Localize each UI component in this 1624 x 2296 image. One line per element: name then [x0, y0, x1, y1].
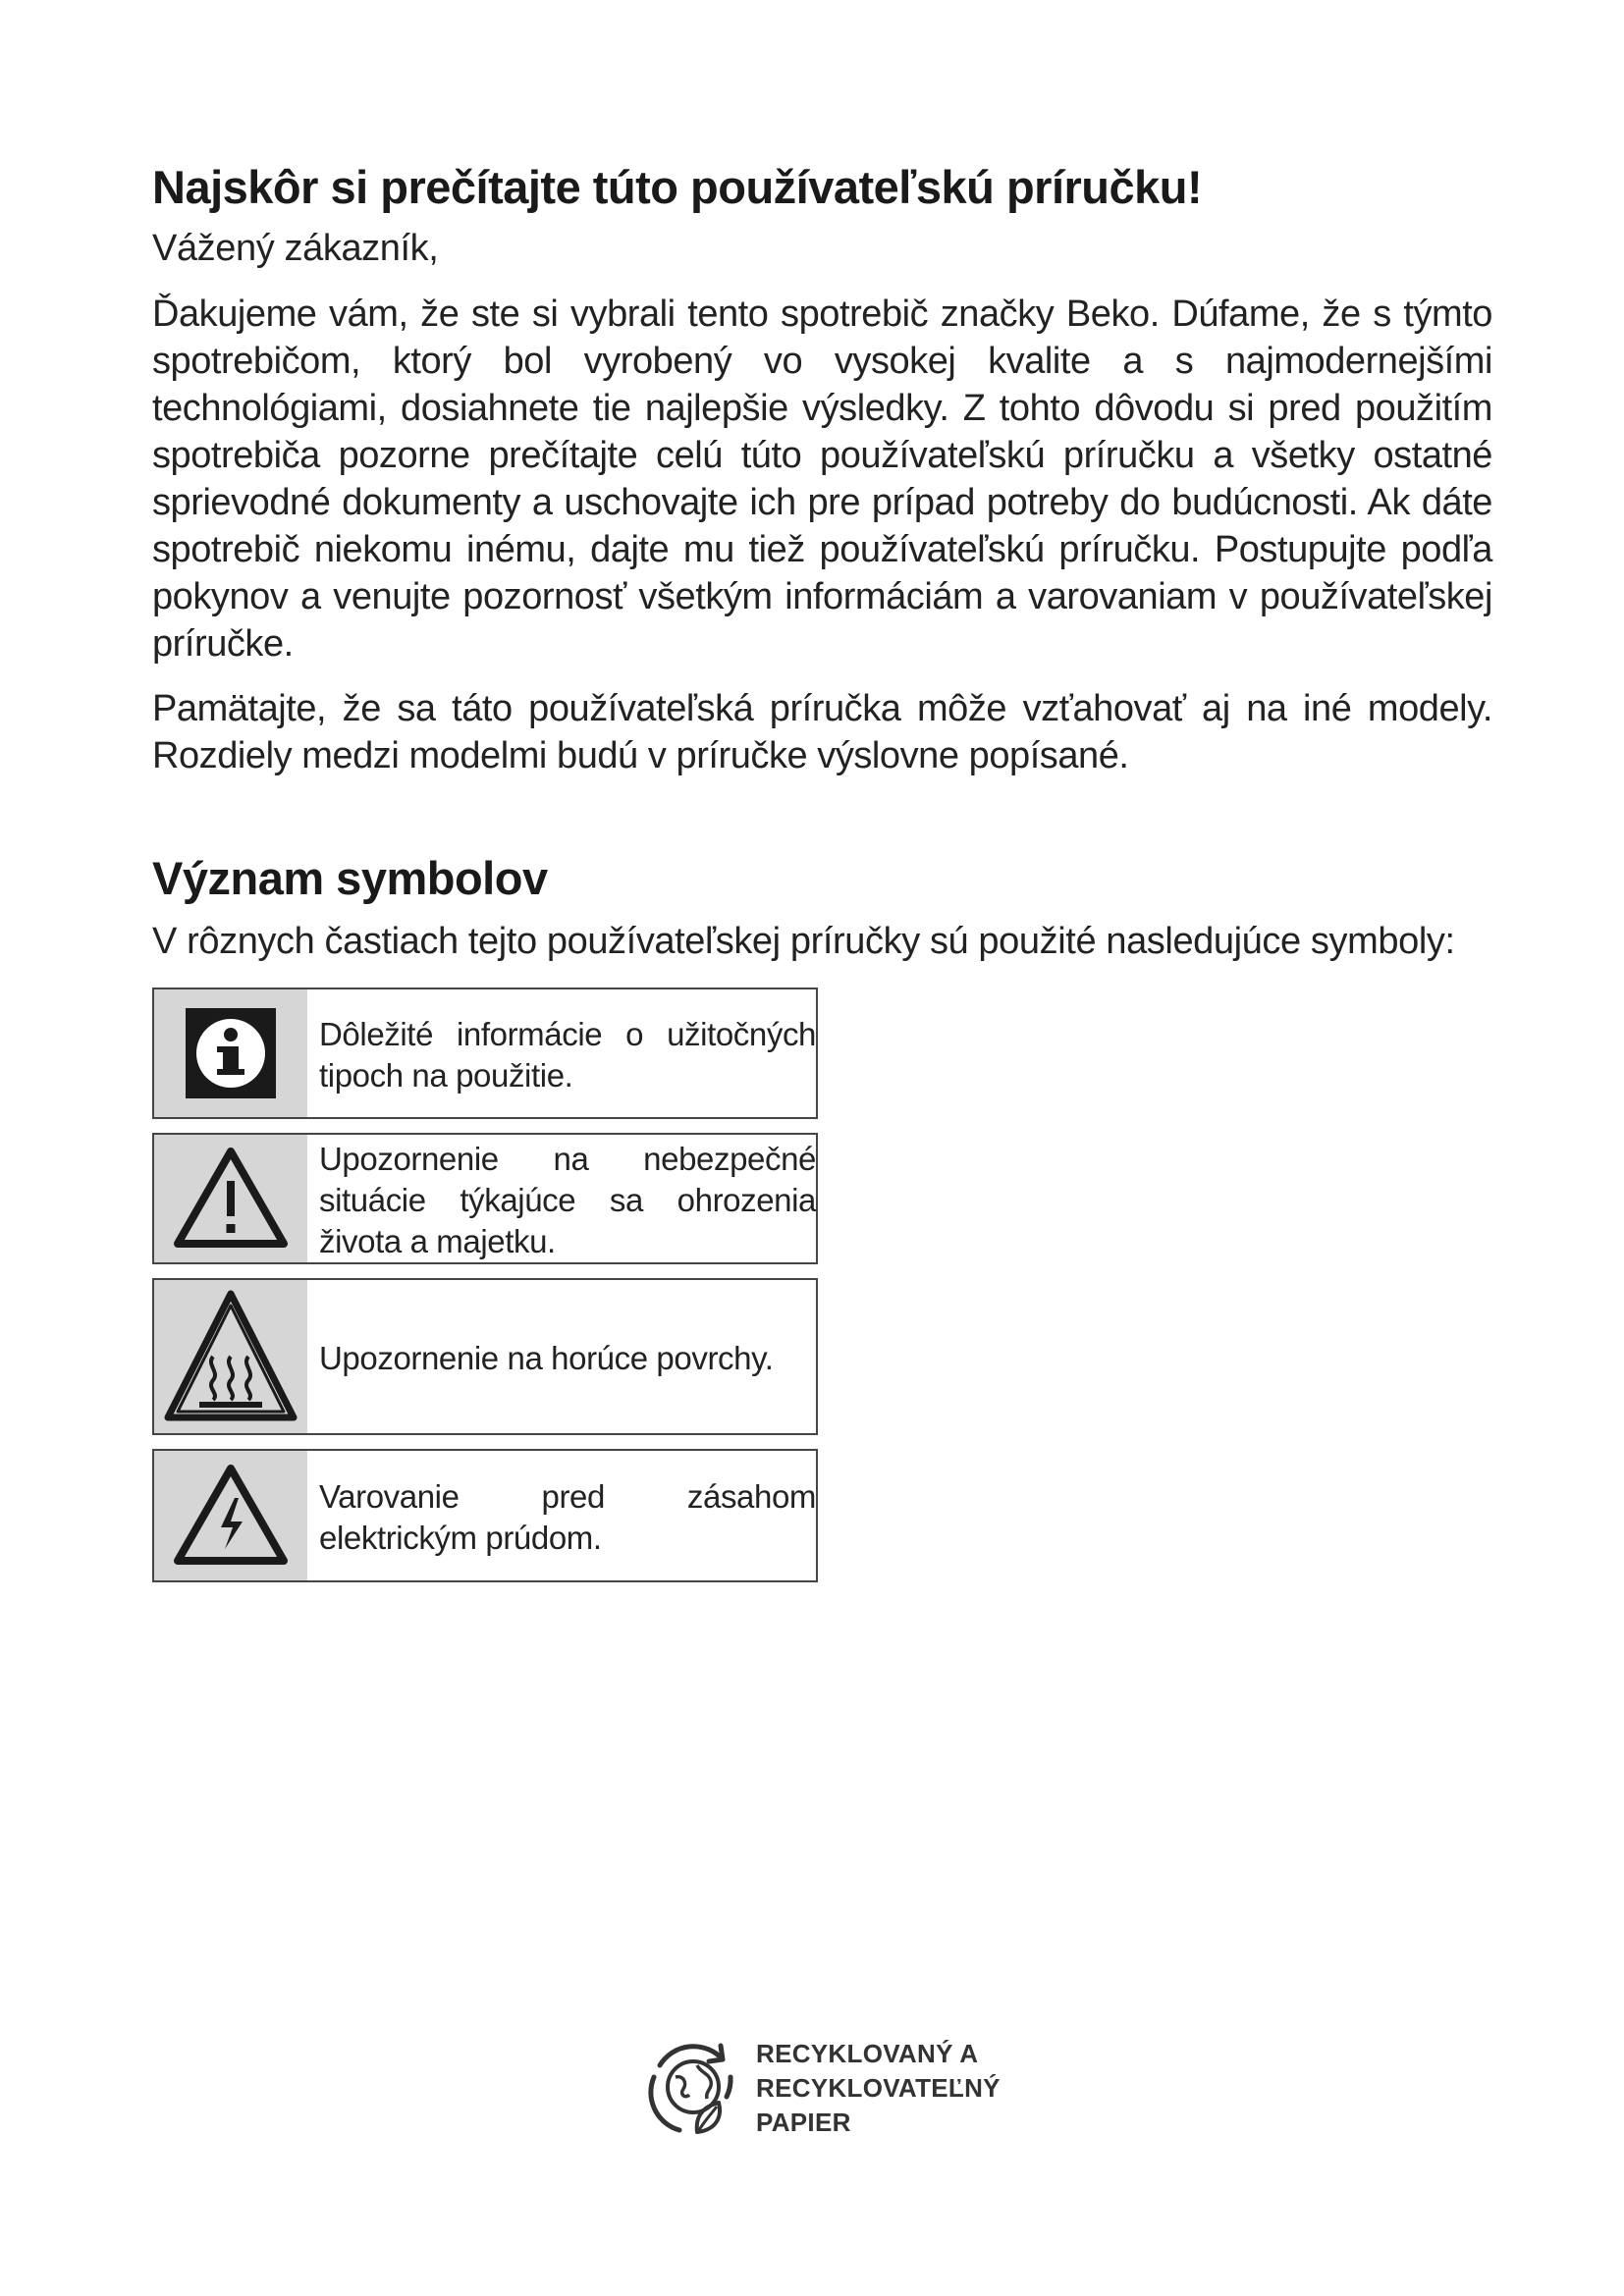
symbols-heading: Význam symbolov — [152, 852, 548, 904]
recycled-label-line-2: RECYKLOVATEĽNÝ — [756, 2073, 1001, 2103]
recycled-label-line-1: RECYKLOVANÝ A — [756, 2039, 979, 2068]
greeting: Vážený zákazník, — [152, 228, 439, 269]
recycled-label-line-3: PAPIER — [756, 2108, 851, 2137]
symbol-electric-text: Varovanie pred zásahom elektrickým prúdom. — [319, 1478, 816, 1556]
recycled-paper-badge — [640, 2037, 1001, 2140]
symbol-row-info — [152, 988, 818, 1119]
symbol-row-warning — [152, 1133, 818, 1264]
warning-exclamation-icon — [154, 1135, 307, 1262]
electric-shock-icon — [154, 1451, 307, 1580]
symbols-intro: V rôznych častiach tejto používateľskej príručky sú použité nasledujúce symboly: — [152, 921, 1455, 962]
symbol-row-electric — [152, 1449, 818, 1582]
models-note-paragraph: Pamätajte, že sa táto používateľská príručka môže vzťahovať aj na iné modely. Rozdiely medzi modelmi budú v príručke výslovne popísané. — [152, 688, 1492, 776]
intro-paragraph: Ďakujeme vám, že ste si vybrali tento spotrebič značky Beko. Dúfame, že s týmto spotrebičom, ktorý bol vyrobený vo vysokej kvalite a s najmodernejšími technológiami, dosiahnete tie najlepšie výsledky. Z tohto dôvodu si pred použitím spotrebiča pozorne prečítajte celú túto používateľskú príručku a všetky ostatné sprievodné dokumenty a uschovajte ich pre prípad potreby do budúcnosti. Ak dáte spotrebič niekomu inému, dajte mu tiež používateľskú príručku. Postupujte podľa pokynov a venujte pozornosť všetkým informáciám a varovaniam v používateľskej príručke. — [152, 294, 1492, 665]
symbol-hot-surface-text: Upozornenie na horúce povrchy. — [319, 1340, 774, 1376]
page-title: Najskôr si prečítajte túto používateľskú príručku! — [152, 161, 1203, 213]
info-icon — [154, 989, 307, 1117]
page-content — [152, 157, 1492, 1596]
symbol-warning-text: Upozornenie na nebezpečné situácie týkajúce sa ohrozenia života a majetku. — [319, 1141, 816, 1259]
recycled-globe-icon — [640, 2038, 742, 2140]
symbol-row-hot-surface — [152, 1278, 818, 1435]
symbol-info-text: Dôležité informácie o užitočných tipoch na použitie. — [319, 1016, 816, 1094]
hot-surface-icon — [154, 1280, 307, 1433]
recycled-paper-label — [756, 2037, 1001, 2140]
symbols-table — [152, 988, 818, 1582]
